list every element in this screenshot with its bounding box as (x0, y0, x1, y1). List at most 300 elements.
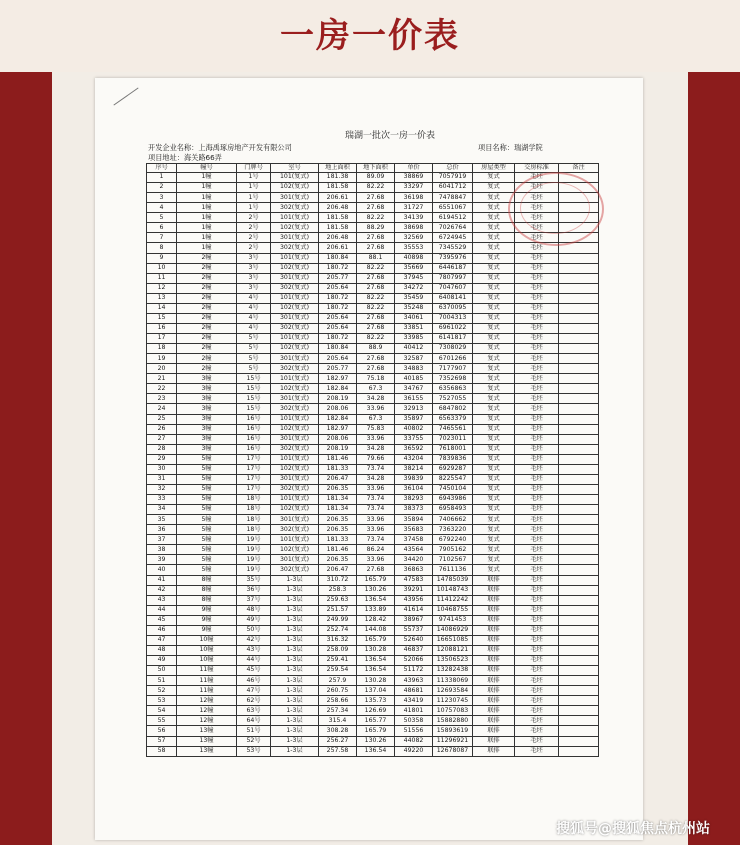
table-cell: 101(复式) (271, 253, 319, 263)
table-cell: 复式 (473, 263, 515, 273)
table-cell: 复式 (473, 183, 515, 193)
table-cell: 33.96 (357, 555, 395, 565)
table-cell (559, 575, 599, 585)
table-cell (559, 404, 599, 414)
table-cell: 复式 (473, 374, 515, 384)
table-cell (559, 696, 599, 706)
table-cell: 毛坯 (515, 716, 559, 726)
table-cell: 12幢 (177, 696, 237, 706)
table-cell: 毛坯 (515, 334, 559, 344)
table-row (147, 585, 599, 595)
table-cell: 15号 (237, 394, 271, 404)
table-cell: 复式 (473, 555, 515, 565)
table-row (147, 716, 599, 726)
table-cell: 7807997 (433, 273, 473, 283)
table-cell: 208.19 (319, 394, 357, 404)
table-cell: 3幢 (177, 404, 237, 414)
table-cell (559, 354, 599, 364)
table-cell: 联排 (473, 676, 515, 686)
table-cell (559, 424, 599, 434)
table-cell: 2幢 (177, 303, 237, 313)
table-cell: 48681 (395, 686, 433, 696)
table-cell: 3号 (237, 253, 271, 263)
table-row (147, 454, 599, 464)
table-cell (559, 656, 599, 666)
table-cell: 51 (147, 676, 177, 686)
table-cell: 27.68 (357, 193, 395, 203)
table-cell: 6847802 (433, 404, 473, 414)
table-cell (559, 525, 599, 535)
table-cell: 毛坯 (515, 585, 559, 595)
table-cell: 毛坯 (515, 696, 559, 706)
table-cell: 11 (147, 273, 177, 283)
table-cell: 复式 (473, 173, 515, 183)
table-cell: 7308029 (433, 344, 473, 354)
table-cell: 165.77 (357, 716, 395, 726)
table-cell: 毛坯 (515, 344, 559, 354)
table-cell: 20 (147, 364, 177, 374)
table-cell: 88.9 (357, 344, 395, 354)
table-cell: 1-3层 (271, 696, 319, 706)
table-cell: 10幢 (177, 656, 237, 666)
table-cell: 47 (147, 635, 177, 645)
table-cell: 13幢 (177, 736, 237, 746)
table-cell (559, 444, 599, 454)
price-table (146, 163, 599, 757)
table-cell: 6701266 (433, 354, 473, 364)
table-cell: 10757083 (433, 706, 473, 716)
table-cell: 205.64 (319, 283, 357, 293)
table-cell: 4号 (237, 323, 271, 333)
table-cell: 101(复式) (271, 374, 319, 384)
table-row (147, 474, 599, 484)
table-cell: 8 (147, 243, 177, 253)
table-cell: 11幢 (177, 666, 237, 676)
table-cell: 36 (147, 525, 177, 535)
table-cell: 7839836 (433, 454, 473, 464)
column-header: 门牌号 (237, 164, 271, 173)
table-row (147, 414, 599, 424)
table-cell (559, 283, 599, 293)
table-cell (559, 535, 599, 545)
table-cell: 26 (147, 424, 177, 434)
table-cell: 毛坯 (515, 454, 559, 464)
table-cell: 1-3层 (271, 656, 319, 666)
table-cell: 毛坯 (515, 183, 559, 193)
table-cell: 42号 (237, 635, 271, 645)
table-cell: 51556 (395, 726, 433, 736)
table-cell: 2幢 (177, 334, 237, 344)
table-cell: 5幢 (177, 454, 237, 464)
table-cell: 102(复式) (271, 344, 319, 354)
table-cell: 1号 (237, 183, 271, 193)
table-cell (559, 625, 599, 635)
table-cell: 15号 (237, 374, 271, 384)
table-cell: 130.28 (357, 676, 395, 686)
table-row (147, 645, 599, 655)
table-cell: 75.83 (357, 424, 395, 434)
table-cell: 5幢 (177, 565, 237, 575)
table-cell: 35894 (395, 515, 433, 525)
company-seal (508, 172, 604, 246)
table-cell: 205.64 (319, 313, 357, 323)
table-cell: 3幢 (177, 424, 237, 434)
table-cell: 27.68 (357, 364, 395, 374)
table-cell: 50 (147, 666, 177, 676)
table-cell: 55 (147, 716, 177, 726)
table-row (147, 565, 599, 575)
table-cell: 毛坯 (515, 364, 559, 374)
table-cell: 38373 (395, 505, 433, 515)
table-cell: 34 (147, 505, 177, 515)
table-row (147, 495, 599, 505)
table-cell: 249.99 (319, 615, 357, 625)
table-cell: 22 (147, 384, 177, 394)
table-cell: 302(复式) (271, 565, 319, 575)
table-cell: 1幢 (177, 183, 237, 193)
table-cell: 36155 (395, 394, 433, 404)
table-cell: 206.48 (319, 233, 357, 243)
table-cell: 6370095 (433, 303, 473, 313)
table-cell: 7102567 (433, 555, 473, 565)
table-cell: 135.73 (357, 696, 395, 706)
table-cell: 36号 (237, 585, 271, 595)
table-cell: 复式 (473, 364, 515, 374)
table-cell: 2幢 (177, 273, 237, 283)
table-row (147, 243, 599, 253)
table-cell: 62号 (237, 696, 271, 706)
table-cell: 2号 (237, 233, 271, 243)
table-cell (559, 394, 599, 404)
table-cell: 101(复式) (271, 213, 319, 223)
table-cell: 1号 (237, 203, 271, 213)
table-cell (559, 313, 599, 323)
table-cell: 联排 (473, 585, 515, 595)
table-cell: 48 (147, 645, 177, 655)
table-cell (559, 323, 599, 333)
table-cell: 40802 (395, 424, 433, 434)
table-cell: 182.84 (319, 414, 357, 424)
table-cell: 毛坯 (515, 615, 559, 625)
table-cell: 19号 (237, 555, 271, 565)
table-cell: 128.42 (357, 615, 395, 625)
table-cell: 49号 (237, 615, 271, 625)
table-cell: 1-3层 (271, 605, 319, 615)
table-cell: 57 (147, 736, 177, 746)
table-cell: 49220 (395, 746, 433, 756)
table-cell: 102(复式) (271, 384, 319, 394)
table-cell (559, 635, 599, 645)
table-cell: 102(复式) (271, 505, 319, 515)
table-cell: 毛坯 (515, 746, 559, 756)
table-cell: 毛坯 (515, 384, 559, 394)
table-cell: 毛坯 (515, 193, 559, 203)
table-cell: 51号 (237, 726, 271, 736)
table-cell: 毛坯 (515, 283, 559, 293)
table-cell: 43号 (237, 645, 271, 655)
table-cell: 5幢 (177, 535, 237, 545)
table-cell: 181.34 (319, 505, 357, 515)
table-cell (559, 676, 599, 686)
table-cell: 毛坯 (515, 243, 559, 253)
table-row (147, 535, 599, 545)
table-cell: 50358 (395, 716, 433, 726)
table-cell: 2幢 (177, 283, 237, 293)
table-row (147, 484, 599, 494)
table-cell: 102(复式) (271, 223, 319, 233)
table-cell: 35683 (395, 525, 433, 535)
table-cell: 33755 (395, 434, 433, 444)
table-cell: 5幢 (177, 515, 237, 525)
table-cell: 258.09 (319, 645, 357, 655)
table-cell: 18号 (237, 515, 271, 525)
table-cell: 301(复式) (271, 394, 319, 404)
table-cell: 2号 (237, 243, 271, 253)
table-cell (559, 303, 599, 313)
table-cell: 复式 (473, 273, 515, 283)
table-cell: 11幢 (177, 686, 237, 696)
table-cell: 130.26 (357, 585, 395, 595)
table-cell: 1-3层 (271, 716, 319, 726)
table-cell: 联排 (473, 595, 515, 605)
table-cell: 32 (147, 484, 177, 494)
table-cell: 34.28 (357, 394, 395, 404)
table-cell: 3 (147, 193, 177, 203)
table-cell: 102(复式) (271, 545, 319, 555)
table-cell: 3号 (237, 263, 271, 273)
table-cell: 101(复式) (271, 495, 319, 505)
table-row (147, 344, 599, 354)
column-header: 单价 (395, 164, 433, 173)
table-cell: 5号 (237, 354, 271, 364)
table-cell: 79.66 (357, 454, 395, 464)
table-cell: 205.64 (319, 323, 357, 333)
table-cell: 82.22 (357, 293, 395, 303)
table-cell: 126.69 (357, 706, 395, 716)
table-cell: 182.84 (319, 384, 357, 394)
table-cell: 301(复式) (271, 273, 319, 283)
table-cell: 联排 (473, 656, 515, 666)
table-cell: 2幢 (177, 344, 237, 354)
table-cell: 18号 (237, 525, 271, 535)
table-cell: 10468755 (433, 605, 473, 615)
table-cell: 53号 (237, 746, 271, 756)
table-cell: 14 (147, 303, 177, 313)
project-name-value: 瑞湖学院 (513, 143, 543, 152)
table-cell: 5幢 (177, 464, 237, 474)
table-cell: 3幢 (177, 434, 237, 444)
table-cell: 133.89 (357, 605, 395, 615)
table-cell: 43204 (395, 454, 433, 464)
table-cell: 复式 (473, 303, 515, 313)
table-cell: 27.68 (357, 565, 395, 575)
table-cell: 复式 (473, 283, 515, 293)
table-cell: 6724945 (433, 233, 473, 243)
table-cell: 181.33 (319, 535, 357, 545)
table-cell: 205.77 (319, 364, 357, 374)
table-cell: 12 (147, 283, 177, 293)
table-row (147, 434, 599, 444)
table-cell: 45号 (237, 666, 271, 676)
table-cell: 11338069 (433, 676, 473, 686)
table-cell: 302(复式) (271, 525, 319, 535)
table-cell: 206.35 (319, 555, 357, 565)
table-cell: 101(复式) (271, 173, 319, 183)
table-cell: 16号 (237, 424, 271, 434)
table-row (147, 505, 599, 515)
table-cell: 52 (147, 686, 177, 696)
table-cell: 181.38 (319, 173, 357, 183)
table-cell: 5号 (237, 334, 271, 344)
table-cell: 41801 (395, 706, 433, 716)
table-cell (559, 253, 599, 263)
table-cell: 毛坯 (515, 253, 559, 263)
table-cell: 302(复式) (271, 444, 319, 454)
table-cell: 33 (147, 495, 177, 505)
table-cell (559, 706, 599, 716)
table-cell: 1-3层 (271, 585, 319, 595)
table-cell: 毛坯 (515, 535, 559, 545)
table-cell: 258.3 (319, 585, 357, 595)
table-cell: 7611136 (433, 565, 473, 575)
table-header-row (147, 164, 599, 173)
table-cell: 102(复式) (271, 303, 319, 313)
table-cell: 1幢 (177, 243, 237, 253)
table-cell: 316.32 (319, 635, 357, 645)
table-row (147, 364, 599, 374)
table-cell (559, 374, 599, 384)
watermark: 搜狐号@搜狐焦点杭州站 (556, 821, 710, 837)
table-cell (559, 414, 599, 424)
table-cell: 7 (147, 233, 177, 243)
table-cell: 毛坯 (515, 323, 559, 333)
table-cell: 复式 (473, 384, 515, 394)
table-cell: 206.61 (319, 193, 357, 203)
table-cell: 35553 (395, 243, 433, 253)
table-cell: 144.08 (357, 625, 395, 635)
table-cell: 毛坯 (515, 484, 559, 494)
table-cell: 18号 (237, 505, 271, 515)
table-cell: 1幢 (177, 213, 237, 223)
table-cell: 复式 (473, 525, 515, 535)
table-cell: 180.72 (319, 334, 357, 344)
table-cell: 260.75 (319, 686, 357, 696)
table-cell (559, 555, 599, 565)
table-cell: 50号 (237, 625, 271, 635)
table-cell: 29 (147, 454, 177, 464)
table-cell: 毛坯 (515, 434, 559, 444)
table-cell (559, 495, 599, 505)
table-cell: 毛坯 (515, 374, 559, 384)
table-cell: 33297 (395, 183, 433, 193)
table-cell (559, 565, 599, 575)
table-cell: 12088121 (433, 645, 473, 655)
table-cell (559, 464, 599, 474)
table-cell: 34139 (395, 213, 433, 223)
table-cell: 2 (147, 183, 177, 193)
table-cell: 2幢 (177, 253, 237, 263)
table-cell: 37 (147, 535, 177, 545)
table-cell: 52640 (395, 635, 433, 645)
table-cell: 101(复式) (271, 293, 319, 303)
table-cell: 252.74 (319, 625, 357, 635)
table-cell: 5 (147, 213, 177, 223)
table-cell: 9 (147, 253, 177, 263)
table-cell: 34767 (395, 384, 433, 394)
table-cell: 7395976 (433, 253, 473, 263)
table-cell: 2幢 (177, 313, 237, 323)
table-cell: 14086929 (433, 625, 473, 635)
table-cell: 2幢 (177, 293, 237, 303)
table-cell: 33985 (395, 334, 433, 344)
table-cell: 34272 (395, 283, 433, 293)
table-cell: 复式 (473, 444, 515, 454)
table-cell (559, 434, 599, 444)
table-cell: 9741453 (433, 615, 473, 625)
table-cell: 毛坯 (515, 595, 559, 605)
table-cell: 86.24 (357, 545, 395, 555)
table-cell: 101(复式) (271, 535, 319, 545)
table-cell: 复式 (473, 253, 515, 263)
table-cell: 54 (147, 706, 177, 716)
table-cell: 63号 (237, 706, 271, 716)
table-cell: 46837 (395, 645, 433, 655)
table-cell: 毛坯 (515, 354, 559, 364)
table-cell: 33.96 (357, 515, 395, 525)
table-cell: 17号 (237, 474, 271, 484)
table-cell: 19 (147, 354, 177, 364)
table-row (147, 394, 599, 404)
table-cell: 34.28 (357, 474, 395, 484)
table-cell: 75.18 (357, 374, 395, 384)
table-cell: 联排 (473, 696, 515, 706)
table-cell: 16号 (237, 414, 271, 424)
table-cell: 82.22 (357, 303, 395, 313)
table-cell: 45 (147, 615, 177, 625)
table-cell: 16 (147, 323, 177, 333)
table-cell: 136.54 (357, 595, 395, 605)
table-cell: 毛坯 (515, 515, 559, 525)
table-cell: 复式 (473, 323, 515, 333)
table-cell: 82.22 (357, 334, 395, 344)
table-cell: 301(复式) (271, 313, 319, 323)
table-row (147, 354, 599, 364)
table-cell: 联排 (473, 736, 515, 746)
column-header: 房屋类型 (473, 164, 515, 173)
table-cell: 39839 (395, 474, 433, 484)
table-row (147, 635, 599, 645)
table-cell: 102(复式) (271, 424, 319, 434)
table-cell: 联排 (473, 635, 515, 645)
table-cell: 1-3层 (271, 615, 319, 625)
table-cell (559, 263, 599, 273)
table-cell: 182.97 (319, 424, 357, 434)
table-cell (559, 364, 599, 374)
table-cell: 8幢 (177, 595, 237, 605)
table-cell: 2号 (237, 213, 271, 223)
table-cell: 38967 (395, 615, 433, 625)
table-cell: 17 (147, 334, 177, 344)
table-cell: 9幢 (177, 615, 237, 625)
table-cell: 11412242 (433, 595, 473, 605)
table-cell: 毛坯 (515, 474, 559, 484)
table-cell: 46 (147, 625, 177, 635)
table-cell: 3号 (237, 283, 271, 293)
table-cell: 毛坯 (515, 726, 559, 736)
table-cell: 毛坯 (515, 464, 559, 474)
table-cell: 12幢 (177, 706, 237, 716)
table-cell: 28 (147, 444, 177, 454)
